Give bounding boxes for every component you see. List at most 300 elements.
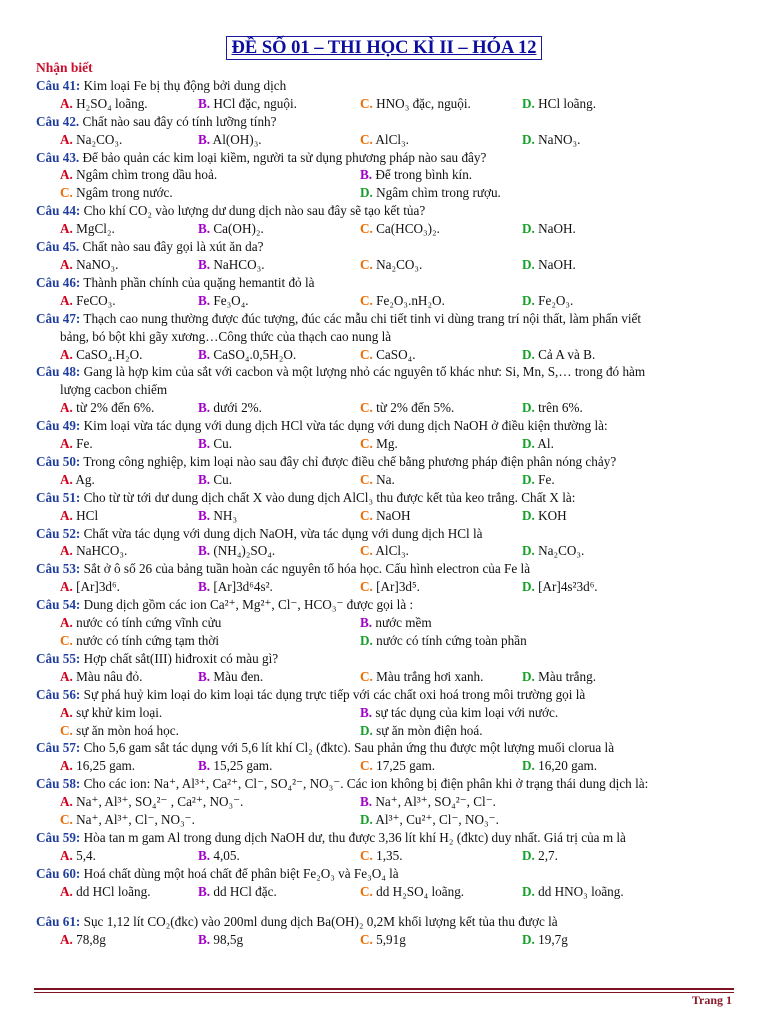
- option-text: Na.: [376, 471, 395, 487]
- answer-option-a: [36, 883, 198, 901]
- option-letter: B.: [198, 543, 211, 559]
- answer-option-d: [522, 471, 684, 489]
- question-stem: [36, 489, 736, 507]
- option-text: AlCl₃.: [375, 543, 409, 559]
- question-number: Câu 43.: [36, 149, 80, 165]
- option-text: 2,7.: [538, 847, 558, 863]
- answer-option-b: [198, 931, 360, 949]
- question-number: Câu 56:: [36, 686, 81, 702]
- answer-row: [36, 292, 736, 310]
- option-text: HCl: [76, 507, 99, 523]
- answer-option-d: [522, 435, 684, 453]
- question-text-continued: lượng cacbon chiếm: [60, 382, 168, 398]
- option-text: NaOH.: [538, 221, 576, 237]
- question-text: Để bảo quản các kim loại kiềm, người ta sử dụng phương pháp nào sau đây?: [82, 149, 487, 165]
- option-letter: D.: [522, 471, 535, 487]
- option-letter: D.: [522, 883, 535, 899]
- answer-option-b: [198, 471, 360, 489]
- option-letter: B.: [198, 847, 211, 863]
- answer-row: [36, 471, 736, 489]
- option-text: HCl đặc, nguội.: [213, 95, 297, 111]
- answer-option-c: [36, 811, 360, 829]
- option-text: [Ar]3d⁵.: [376, 579, 420, 595]
- answer-row: [36, 793, 736, 811]
- option-text: dd HNO₃ loãng.: [538, 883, 624, 899]
- question-stem: [36, 149, 736, 167]
- option-text: sự ăn mòn hoá học.: [76, 722, 179, 738]
- option-letter: D.: [360, 185, 373, 201]
- option-text: 5,91g: [376, 931, 406, 947]
- question-text: Thạch cao nung thường được đúc tượng, đúc các mẫu chi tiết tinh vi dùng trang trí nội thất, làm phấn viết: [83, 310, 642, 326]
- answer-row: [36, 883, 736, 901]
- option-text: Fe₂O₃.: [538, 292, 574, 308]
- question-stem: [36, 739, 736, 757]
- option-letter: C.: [360, 847, 373, 863]
- question-number: Câu 59:: [36, 829, 81, 845]
- answer-option-c: [360, 220, 522, 238]
- answer-option-b: [360, 614, 684, 632]
- answer-row: [36, 184, 736, 202]
- option-text: (NH₄)₂SO₄.: [213, 543, 276, 559]
- option-text: Màu trắng hơi xanh.: [376, 668, 484, 684]
- answer-option-d: [360, 184, 684, 202]
- option-letter: A.: [60, 758, 73, 774]
- answer-option-b: [198, 131, 360, 149]
- option-letter: C.: [360, 292, 373, 308]
- answer-option-a: [36, 542, 198, 560]
- question-number: Câu 47:: [36, 310, 81, 326]
- answer-option-d: [522, 883, 684, 901]
- option-text: Al(OH)₃.: [212, 131, 262, 147]
- option-text: 16,25 gam.: [76, 758, 136, 774]
- answer-option-c: [36, 184, 360, 202]
- option-letter: B.: [360, 704, 373, 720]
- answer-option-c: [360, 292, 522, 310]
- answer-option-d: [522, 931, 684, 949]
- option-text: Na⁺, Al³⁺, SO₄²⁻ , Ca²⁺, NO₃⁻.: [76, 794, 244, 810]
- option-letter: A.: [60, 579, 73, 595]
- question-text: Hòa tan m gam Al trong dung dịch NaOH dư, thu được 3,36 lít khí H₂ (đktc) duy nhất. Giá trị của m là: [83, 829, 626, 845]
- answer-option-a: [36, 614, 360, 632]
- option-letter: C.: [360, 883, 373, 899]
- option-text: Ca(OH)₂.: [213, 221, 264, 237]
- option-text: CaSO₄.H₂O.: [76, 346, 143, 362]
- answer-option-d: [522, 507, 684, 525]
- answer-option-a: [36, 292, 198, 310]
- answer-option-a: [36, 435, 198, 453]
- option-text: FeCO₃.: [76, 292, 116, 308]
- option-text: trên 6%.: [538, 400, 583, 416]
- option-letter: A.: [60, 615, 73, 631]
- answer-option-b: [198, 399, 360, 417]
- option-text: dưới 2%.: [213, 400, 262, 416]
- option-letter: A.: [60, 931, 73, 947]
- answer-option-d: [360, 811, 684, 829]
- answer-option-d: [522, 757, 684, 775]
- option-letter: A.: [60, 167, 73, 183]
- answer-option-b: [198, 757, 360, 775]
- option-letter: A.: [60, 346, 73, 362]
- option-text: Na₂CO₃.: [76, 131, 123, 147]
- answer-option-b: [198, 292, 360, 310]
- question-text: Thành phần chính của quặng hemantit đỏ là: [83, 274, 315, 290]
- question-stem: [36, 274, 736, 292]
- option-text: nước mềm: [375, 615, 432, 631]
- question-text: Chất nào sau đây gọi là xút ăn da?: [82, 239, 264, 255]
- answer-option-a: [36, 399, 198, 417]
- option-text: Mg.: [376, 436, 398, 452]
- answer-row: [36, 578, 736, 596]
- answer-option-a: [36, 471, 198, 489]
- answer-row: [36, 507, 736, 525]
- option-letter: B.: [198, 95, 211, 111]
- option-text: [Ar]3d⁶4s².: [213, 579, 273, 595]
- answer-option-a: [36, 507, 198, 525]
- option-letter: D.: [522, 221, 535, 237]
- option-text: Na⁺, Al³⁺, Cl⁻, NO₃⁻.: [76, 812, 195, 828]
- question-stem: [36, 417, 736, 435]
- question-stem: [36, 865, 736, 883]
- option-letter: B.: [198, 221, 211, 237]
- option-text: KOH: [538, 507, 567, 523]
- answer-option-c: [36, 722, 360, 740]
- option-text: 98,5g: [213, 931, 244, 947]
- option-letter: D.: [522, 507, 535, 523]
- answer-option-a: [36, 578, 198, 596]
- option-letter: A.: [60, 704, 73, 720]
- option-letter: A.: [60, 794, 73, 810]
- option-text: Fe.: [538, 471, 555, 487]
- answer-option-b: [198, 542, 360, 560]
- answer-row: [36, 757, 736, 775]
- option-letter: C.: [360, 579, 373, 595]
- answer-option-a: [36, 793, 360, 811]
- question-number: Câu 48:: [36, 364, 81, 380]
- answer-option-d: [522, 542, 684, 560]
- answer-row: [36, 435, 736, 453]
- answer-option-c: [360, 435, 522, 453]
- option-text: CaSO₄.: [376, 346, 416, 362]
- answer-option-a: [36, 704, 360, 722]
- option-letter: B.: [198, 256, 211, 272]
- question-stem: [36, 775, 736, 793]
- option-letter: D.: [360, 812, 373, 828]
- option-letter: B.: [198, 579, 211, 595]
- option-text: NH₃: [213, 507, 238, 523]
- option-letter: C.: [360, 346, 373, 362]
- answer-option-d: [522, 668, 684, 686]
- option-text: HNO₃ đặc, nguội.: [376, 95, 471, 111]
- option-text: Fe₃O₄.: [213, 292, 249, 308]
- question-number: Câu 58:: [36, 776, 81, 792]
- option-letter: B.: [360, 167, 373, 183]
- answer-option-c: [36, 632, 360, 650]
- option-letter: C.: [360, 221, 373, 237]
- question-text: Chất vừa tác dụng với dung dịch NaOH, vừa tác dụng với dung dịch HCl là: [83, 525, 483, 541]
- answer-option-c: [360, 346, 522, 364]
- option-text: Al³⁺, Cu²⁺, Cl⁻, NO₃⁻.: [375, 812, 499, 828]
- option-text: NaOH.: [538, 256, 576, 272]
- question-text: Gang là hợp kim của sắt với cacbon và một lượng nhỏ các nguyên tố khác như: Si, Mn, S,… trong đó hàm: [83, 364, 646, 380]
- answer-option-a: [36, 131, 198, 149]
- option-letter: C.: [360, 668, 373, 684]
- answer-row: [36, 542, 736, 560]
- question-number: Câu 52:: [36, 525, 81, 541]
- answer-option-c: [360, 256, 522, 274]
- option-letter: A.: [60, 507, 73, 523]
- option-text: nước có tính cứng toàn phần: [376, 633, 527, 648]
- question-stem: [36, 238, 736, 256]
- answer-row: [36, 722, 736, 740]
- answer-option-c: [360, 95, 522, 113]
- question-number: Câu 46:: [36, 274, 81, 290]
- question-stem: [36, 453, 736, 471]
- option-text: 19,7g: [538, 931, 568, 947]
- footer-rule: [34, 988, 734, 990]
- option-letter: D.: [522, 131, 535, 147]
- option-letter: B.: [198, 400, 211, 416]
- spacer: [36, 901, 736, 913]
- option-letter: D.: [522, 256, 535, 272]
- answer-row: [36, 131, 736, 149]
- question-number: Câu 55:: [36, 650, 81, 666]
- option-letter: A.: [60, 292, 73, 308]
- answer-option-a: [36, 931, 198, 949]
- option-letter: B.: [198, 507, 211, 523]
- answer-option-c: [360, 847, 522, 865]
- question-stem: [36, 650, 736, 668]
- option-letter: D.: [522, 543, 535, 559]
- exam-title: ĐỀ SỐ 01 – THI HỌC KÌ II – HÓA 12: [226, 36, 543, 60]
- option-letter: B.: [360, 615, 373, 631]
- option-letter: B.: [198, 668, 211, 684]
- option-text: Na₂CO₃.: [538, 543, 585, 559]
- option-letter: C.: [360, 256, 373, 272]
- option-text: 1,35.: [376, 847, 403, 863]
- answer-option-d: [522, 131, 684, 149]
- option-letter: A.: [60, 221, 73, 237]
- answer-row: [36, 704, 736, 722]
- answer-row: [36, 847, 736, 865]
- question-stem: [36, 310, 736, 328]
- answer-option-b: [198, 346, 360, 364]
- answer-row: [36, 346, 736, 364]
- answer-row: [36, 220, 736, 238]
- answer-option-d: [522, 847, 684, 865]
- question-stem: [36, 829, 736, 847]
- option-letter: A.: [60, 471, 73, 487]
- option-letter: B.: [198, 346, 211, 362]
- option-letter: B.: [198, 758, 211, 774]
- answer-option-c: [360, 578, 522, 596]
- answer-option-a: [36, 256, 198, 274]
- footer-rule-thin: [34, 992, 734, 993]
- section-heading: Nhận biết: [36, 60, 93, 75]
- question-text: Hợp chất sắt(III) hiđroxit có màu gì?: [83, 650, 279, 666]
- answer-option-a: [36, 847, 198, 865]
- option-letter: D.: [522, 931, 535, 947]
- answer-option-a: [36, 95, 198, 113]
- option-letter: D.: [522, 758, 535, 774]
- question-number: Câu 44:: [36, 203, 81, 219]
- option-letter: D.: [522, 400, 535, 416]
- answer-row: [36, 931, 736, 949]
- title-wrap: [0, 36, 768, 60]
- answer-option-b: [198, 220, 360, 238]
- option-letter: D.: [360, 722, 373, 738]
- option-text: NaNO₃.: [76, 256, 119, 272]
- question-number: Câu 42.: [36, 113, 80, 129]
- option-text: sự khử kim loại.: [76, 704, 163, 720]
- question-number: Câu 45.: [36, 239, 80, 255]
- answer-option-b: [198, 95, 360, 113]
- option-text: dd HCl đặc.: [213, 883, 277, 899]
- answer-option-d: [522, 346, 684, 364]
- answer-row: [36, 668, 736, 686]
- answer-option-a: [36, 757, 198, 775]
- answer-option-d: [522, 256, 684, 274]
- question-number: Câu 51:: [36, 489, 81, 505]
- answer-row: [36, 614, 736, 632]
- option-letter: A.: [60, 668, 73, 684]
- question-stem: [36, 913, 736, 931]
- question-number: Câu 57:: [36, 740, 81, 756]
- answer-option-b: [198, 578, 360, 596]
- answer-option-a: [36, 166, 360, 184]
- option-text: Cu.: [213, 436, 233, 452]
- answer-row: [36, 166, 736, 184]
- page-number: Trang 1: [691, 993, 732, 1007]
- answer-option-c: [360, 131, 522, 149]
- question-number: Câu 41:: [36, 77, 81, 93]
- question-text: Sắt ở ô số 26 của bảng tuần hoàn các nguyên tố hóa học. Cấu hình electron của Fe là: [83, 561, 531, 577]
- option-text: 4,05.: [213, 847, 240, 863]
- option-letter: C.: [360, 400, 373, 416]
- option-letter: D.: [360, 633, 373, 648]
- option-text: Fe₂O₃.nH₂O.: [376, 292, 445, 308]
- option-letter: A.: [60, 543, 73, 559]
- option-letter: D.: [522, 668, 535, 684]
- answer-option-a: [36, 220, 198, 238]
- option-letter: B.: [198, 292, 211, 308]
- answer-row: [36, 256, 736, 274]
- answer-option-c: [360, 542, 522, 560]
- question-stem: [36, 202, 736, 220]
- option-text: 5,4.: [76, 847, 96, 863]
- question-text: Sục 1,12 lít CO₂(đkc) vào 200ml dung dịch Ba(OH)₂ 0,2M khối lượng kết tủa thu được là: [83, 913, 558, 929]
- option-letter: D.: [522, 346, 535, 362]
- question-number: Câu 54:: [36, 597, 81, 613]
- option-text: Màu đen.: [213, 668, 264, 684]
- option-letter: C.: [360, 507, 373, 523]
- option-text: CaSO₄.0,5H₂O.: [213, 346, 297, 362]
- answer-row: [36, 95, 736, 113]
- option-text: NaHCO₃.: [213, 256, 265, 272]
- answer-option-d: [522, 399, 684, 417]
- question-text: Kim loại Fe bị thụ động bởi dung dịch: [83, 77, 287, 93]
- option-text: 78,8g: [76, 931, 106, 947]
- answer-option-b: [198, 847, 360, 865]
- question-stem: [36, 363, 736, 381]
- option-text: Ngâm chìm trong rượu.: [376, 185, 501, 201]
- option-text: nước có tính cứng vĩnh cửu: [76, 615, 222, 631]
- question-text: Cho các ion: Na⁺, Al³⁺, Ca²⁺, Cl⁻, SO₄²⁻, NO₃⁻. Các ion không bị điện phân khi ở trạng thái dung dịch là:: [83, 776, 649, 792]
- option-letter: C.: [60, 812, 73, 828]
- answer-option-b: [198, 256, 360, 274]
- question-text-continued: bảng, bó bột khi gãy xương…Công thức của thạch cao nung là: [60, 328, 392, 344]
- question-text: Sự phá huỷ kim loại do kim loại tác dụng trực tiếp với các chất oxi hoá trong môi trường gọi là: [83, 686, 586, 702]
- option-text: 17,25 gam.: [376, 758, 436, 774]
- answer-option-b: [360, 704, 684, 722]
- question-stem: [36, 560, 736, 578]
- option-letter: D.: [522, 579, 535, 595]
- option-text: từ 2% đến 6%.: [76, 400, 155, 416]
- option-text: 16,20 gam.: [538, 758, 598, 774]
- answer-option-c: [360, 399, 522, 417]
- question-stem: [36, 596, 736, 614]
- option-letter: B.: [198, 471, 211, 487]
- option-text: [Ar]4s²3d⁶.: [538, 579, 598, 595]
- option-text: Fe.: [76, 436, 93, 452]
- option-letter: D.: [522, 436, 535, 452]
- answer-option-c: [360, 883, 522, 901]
- option-text: Cu.: [213, 471, 233, 487]
- option-text: H₂SO₄ loãng.: [76, 95, 148, 111]
- answer-option-d: [360, 632, 684, 650]
- option-letter: C.: [360, 131, 373, 147]
- option-text: Để trong bình kín.: [375, 167, 473, 183]
- answer-option-c: [360, 931, 522, 949]
- question-text: Cho 5,6 gam sắt tác dụng với 5,6 lít khí Cl₂ (đktc). Sau phản ứng thu được một lượng muối clorua là: [83, 740, 615, 756]
- option-letter: A.: [60, 883, 73, 899]
- option-text: dd HCl loãng.: [76, 883, 151, 899]
- option-letter: A.: [60, 400, 73, 416]
- question-stem: [36, 113, 736, 131]
- question-text: Cho từ từ tới dư dung dịch chất X vào dung dịch AlCl₃ thu được kết tủa keo trắng. Chất X là:: [83, 489, 576, 505]
- option-letter: C.: [60, 722, 73, 738]
- option-letter: B.: [198, 931, 211, 947]
- answer-row: [36, 632, 736, 650]
- option-text: NaNO₃.: [538, 131, 581, 147]
- option-text: Na₂CO₃.: [376, 256, 423, 272]
- option-letter: C.: [360, 758, 373, 774]
- option-letter: B.: [198, 131, 211, 147]
- option-text: sự tác dụng của kim loại với nước.: [375, 704, 559, 720]
- answer-row: [36, 811, 736, 829]
- option-letter: C.: [360, 931, 373, 947]
- option-text: Na⁺, Al³⁺, SO₄²⁻, Cl⁻.: [375, 794, 496, 810]
- answer-option-d: [522, 95, 684, 113]
- answer-option-b: [360, 793, 684, 811]
- question-number: Câu 61:: [36, 913, 81, 929]
- option-text: [Ar]3d⁶.: [76, 579, 120, 595]
- option-letter: C.: [60, 633, 73, 648]
- answer-option-b: [198, 668, 360, 686]
- answer-option-b: [198, 883, 360, 901]
- answer-option-c: [360, 507, 522, 525]
- answer-row: [36, 399, 736, 417]
- answer-option-d: [360, 722, 684, 740]
- option-letter: A.: [60, 256, 73, 272]
- question-number: Câu 50:: [36, 453, 81, 469]
- option-letter: D.: [522, 95, 535, 111]
- question-text: Kim loại vừa tác dụng với dung dịch HCl vừa tác dụng với dung dịch NaOH ở điều kiện thường là:: [83, 418, 608, 434]
- option-text: Cả A và B.: [538, 346, 596, 362]
- option-text: sự ăn mòn điện hoá.: [376, 722, 483, 738]
- answer-option-c: [360, 757, 522, 775]
- answer-option-a: [36, 668, 198, 686]
- option-text: NaOH: [376, 507, 411, 523]
